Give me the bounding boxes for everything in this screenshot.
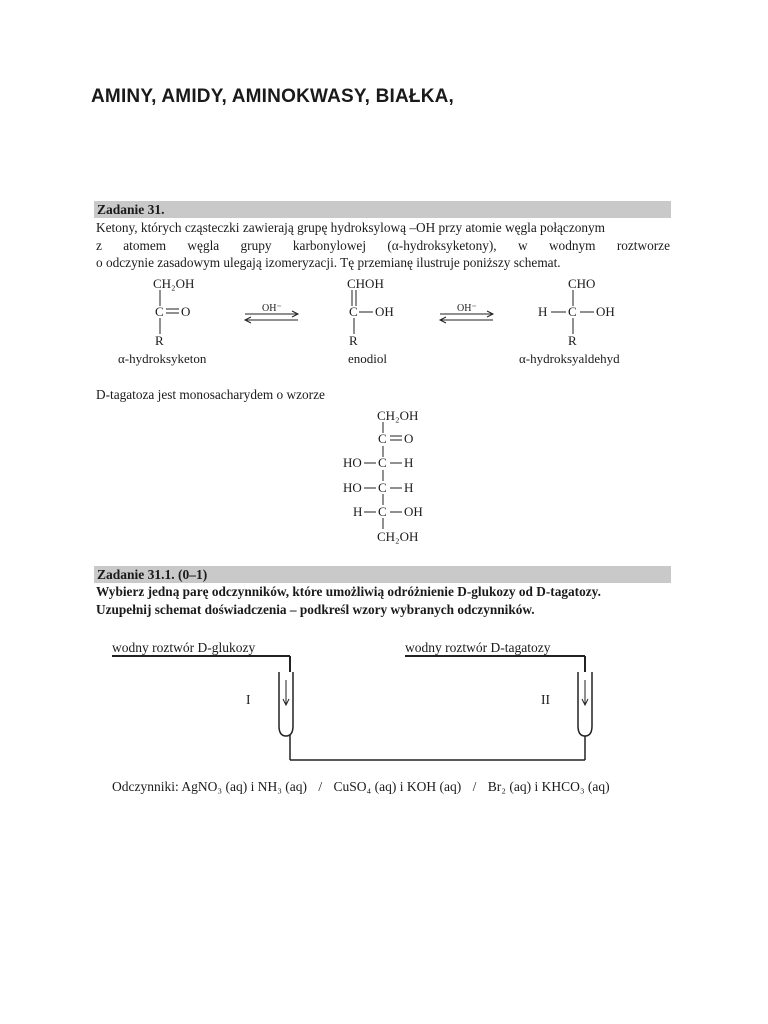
- instruction-line-1: Wybierz jedną parę odczynników, które umożliwią odróżnienie D-glukozy od D-tagatozy.: [96, 584, 601, 599]
- ketone-oxygen: O: [181, 304, 191, 319]
- ketone-carbon: C: [155, 304, 164, 319]
- tagatose-c5-oh: OH: [404, 504, 423, 519]
- intro-line-3: o odczynie zasadowym ulegają izomeryzacji. Tę przemianę ilustruje poniższy schemat.: [96, 255, 561, 270]
- tagatose-c3-ho: HO: [343, 455, 362, 470]
- tagatose-c2: C: [378, 431, 387, 446]
- ketone-top: CH₂OH: [153, 276, 195, 291]
- tagatose-c2-oxygen: O: [404, 431, 414, 446]
- tube-label-ii: II: [541, 692, 550, 707]
- tagatose-sentence: D-tagatoza jest monosacharydem o wzorze: [96, 387, 325, 402]
- enediol-name: enodiol: [348, 351, 387, 366]
- tagatose-c3: C: [378, 455, 387, 470]
- aldehyde-h: H: [538, 304, 548, 319]
- reagents-label: Odczynniki:: [112, 779, 179, 794]
- tagatose-c1: CH₂OH: [377, 408, 419, 423]
- task-31-1-heading: Zadanie 31.1. (0–1): [97, 567, 208, 582]
- aldehyde-name: α-hydroksyaldehyd: [519, 351, 620, 366]
- arrow-1-label: OH⁻: [262, 303, 282, 314]
- ketone-r: R: [155, 333, 164, 348]
- enediol-top: CHOH: [347, 276, 384, 291]
- tagatose-c6: CH₂OH: [377, 529, 419, 544]
- tagatose-c4-ho: HO: [343, 480, 362, 495]
- enediol-r: R: [349, 333, 358, 348]
- tube-label-i: I: [246, 692, 251, 707]
- reagent-pair-3[interactable]: Br₂ (aq) i KHCO₃ (aq): [487, 779, 610, 794]
- tagatose-c5-h: H: [353, 504, 363, 519]
- page-title: AMINY, AMIDY, AMINOKWASY, BIAŁKA,: [91, 86, 455, 107]
- tagatose-c4: C: [378, 480, 387, 495]
- enediol-oh: OH: [375, 304, 394, 319]
- aldehyde-carbon: C: [568, 304, 577, 319]
- aldehyde-top: CHO: [568, 276, 596, 291]
- tagatose-c4-h: H: [404, 480, 414, 495]
- right-solution-label: wodny roztwór D-tagatozy: [405, 640, 551, 655]
- enediol-carbon: C: [349, 304, 358, 319]
- arrow-2-label: OH⁻: [457, 303, 477, 314]
- task-31-1-instructions: [96, 583, 670, 618]
- reagent-pair-2[interactable]: CuSO₄ (aq) i KOH (aq): [333, 779, 462, 794]
- reagents-line: [112, 779, 610, 795]
- left-solution-label: wodny roztwór D-glukozy: [112, 640, 256, 655]
- reagent-pair-1[interactable]: AgNO₃ (aq) i NH₃ (aq): [181, 779, 308, 794]
- ketone-name: α-hydroksyketon: [118, 351, 207, 366]
- task-31-heading: Zadanie 31.: [97, 202, 165, 217]
- reagent-separator-1: /: [318, 779, 323, 794]
- aldehyde-oh: OH: [596, 304, 615, 319]
- tagatose-c3-h: H: [404, 455, 414, 470]
- task-31-1-header: [94, 566, 671, 583]
- reagent-separator-2: /: [472, 779, 477, 794]
- intro-line-1: Ketony, których cząsteczki zawierają grupę hydroksylową –OH przy atomie węgla połączonym: [96, 220, 606, 235]
- instruction-line-2: Uzupełnij schemat doświadczenia – podkreśl wzory wybranych odczynników.: [96, 601, 535, 617]
- aldehyde-r: R: [568, 333, 577, 348]
- intro-line-2: z atomem węgla grupy karbonylowej (α-hydroksyketony), w wodnym roztworze: [96, 237, 670, 253]
- tagatose-c5: C: [378, 504, 387, 519]
